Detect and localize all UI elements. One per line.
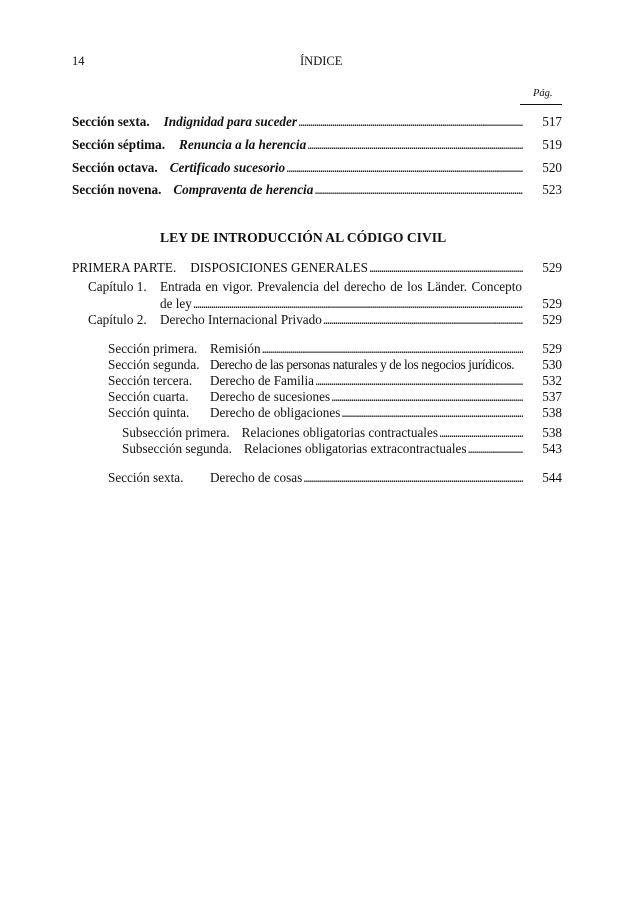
toc-page-number: 532 <box>542 373 562 388</box>
toc-page-number: 523 <box>542 182 562 197</box>
toc-entry-label: PRIMERA PARTE. <box>72 260 177 275</box>
leader-dots <box>468 441 523 457</box>
toc-entry[interactable] <box>72 114 524 130</box>
toc-entry-title: Derecho de Familia <box>210 373 314 388</box>
toc-page-number: 530 <box>542 357 562 372</box>
toc-page-number: 529 <box>542 341 562 356</box>
toc-page-number: 538 <box>542 405 562 420</box>
toc-entry[interactable] <box>72 182 524 198</box>
toc-page-number: 520 <box>542 160 562 175</box>
toc-entry-label: Subsección segunda. <box>122 441 232 456</box>
toc-entry-title: Compraventa de herencia <box>173 182 314 197</box>
toc-entry-title: Remisión <box>210 341 261 356</box>
toc-entry-label: Capítulo 1. <box>88 279 147 294</box>
leader-dots <box>303 470 523 486</box>
leader-dots <box>193 296 523 312</box>
toc-entry-label: Sección tercera. <box>108 373 193 388</box>
leader-dots <box>298 114 523 130</box>
leader-dots <box>323 312 523 328</box>
leader-dots <box>314 182 523 198</box>
toc-entry-title: Certificado sucesorio <box>169 160 286 175</box>
toc-entry-title: Derecho de obligaciones <box>210 405 341 420</box>
page-column-rule <box>520 104 562 105</box>
leader-dots <box>369 260 523 276</box>
toc-entry-label: Sección novena. <box>72 182 162 197</box>
toc-entry-title-cont: de ley <box>160 296 192 311</box>
leader-dots <box>331 389 523 405</box>
toc-entry-label: Sección sexta. <box>108 470 184 485</box>
toc-page-number: 538 <box>542 425 562 440</box>
leader-dots <box>307 137 523 153</box>
toc-entry-title: Renuncia a la herencia <box>179 137 307 152</box>
toc-entry[interactable] <box>72 137 524 153</box>
toc-entry[interactable] <box>160 312 524 328</box>
leader-dots <box>262 341 523 357</box>
toc-entry-label: Subsección primera. <box>122 425 230 440</box>
toc-entry[interactable] <box>210 389 524 405</box>
toc-entry[interactable] <box>210 405 524 421</box>
page-number: 14 <box>72 54 85 68</box>
toc-entry-label: Sección quinta. <box>108 405 190 420</box>
leader-dots <box>315 373 523 389</box>
toc-entry-title: Derecho de sucesiones <box>210 389 331 404</box>
toc-page-number: 519 <box>542 137 562 152</box>
leader-dots <box>341 405 523 421</box>
toc-entry-title[interactable]: Derecho de las personas naturales y de los negocios jurídicos. <box>210 357 515 372</box>
leader-dots <box>439 425 523 441</box>
toc-entry[interactable] <box>122 425 524 441</box>
toc-entry-title: Derecho de cosas <box>210 470 303 485</box>
toc-entry-label: Sección séptima. <box>72 137 166 152</box>
toc-entry-part[interactable] <box>72 260 524 276</box>
page-column-label: Pág. <box>533 88 553 99</box>
toc-entry-title: Entrada en vigor. Prevalencia del derecho de los Länder. Concepto <box>160 279 522 294</box>
toc-entry-label: Sección primera. <box>108 341 198 356</box>
toc-page-number: 537 <box>542 389 562 404</box>
toc-entry[interactable] <box>122 441 524 457</box>
toc-entry-title: DISPOSICIONES GENERALES <box>190 260 368 275</box>
toc-entry[interactable] <box>210 373 524 389</box>
running-title: ÍNDICE <box>300 54 343 68</box>
toc-page-number: 543 <box>542 441 562 456</box>
toc-entry[interactable] <box>210 341 524 357</box>
toc-entry[interactable] <box>210 470 524 486</box>
toc-page-number: 544 <box>542 470 562 485</box>
toc-entry-title: Relaciones obligatorias extracontractuales <box>243 441 467 456</box>
toc-entry-title: Relaciones obligatorias contractuales <box>241 425 438 440</box>
toc-entry-label: Sección octava. <box>72 160 158 175</box>
law-title: LEY DE INTRODUCCIÓN AL CÓDIGO CIVIL <box>160 230 447 245</box>
toc-entry[interactable] <box>160 296 524 312</box>
toc-entry-title: Indignidad para suceder <box>163 114 298 129</box>
toc-entry-title: Derecho Internacional Privado <box>160 312 322 327</box>
toc-page-number: 517 <box>542 114 562 129</box>
toc-entry-label: Sección cuarta. <box>108 389 189 404</box>
toc-page-number: 529 <box>542 312 562 327</box>
toc-entry-label: Sección sexta. <box>72 114 150 129</box>
toc-page-number: 529 <box>542 296 562 311</box>
toc-entry[interactable] <box>72 160 524 176</box>
leader-dots <box>286 160 523 176</box>
toc-entry-label: Sección segunda. <box>108 357 200 372</box>
toc-page-number: 529 <box>542 260 562 275</box>
toc-entry-label: Capítulo 2. <box>88 312 147 327</box>
